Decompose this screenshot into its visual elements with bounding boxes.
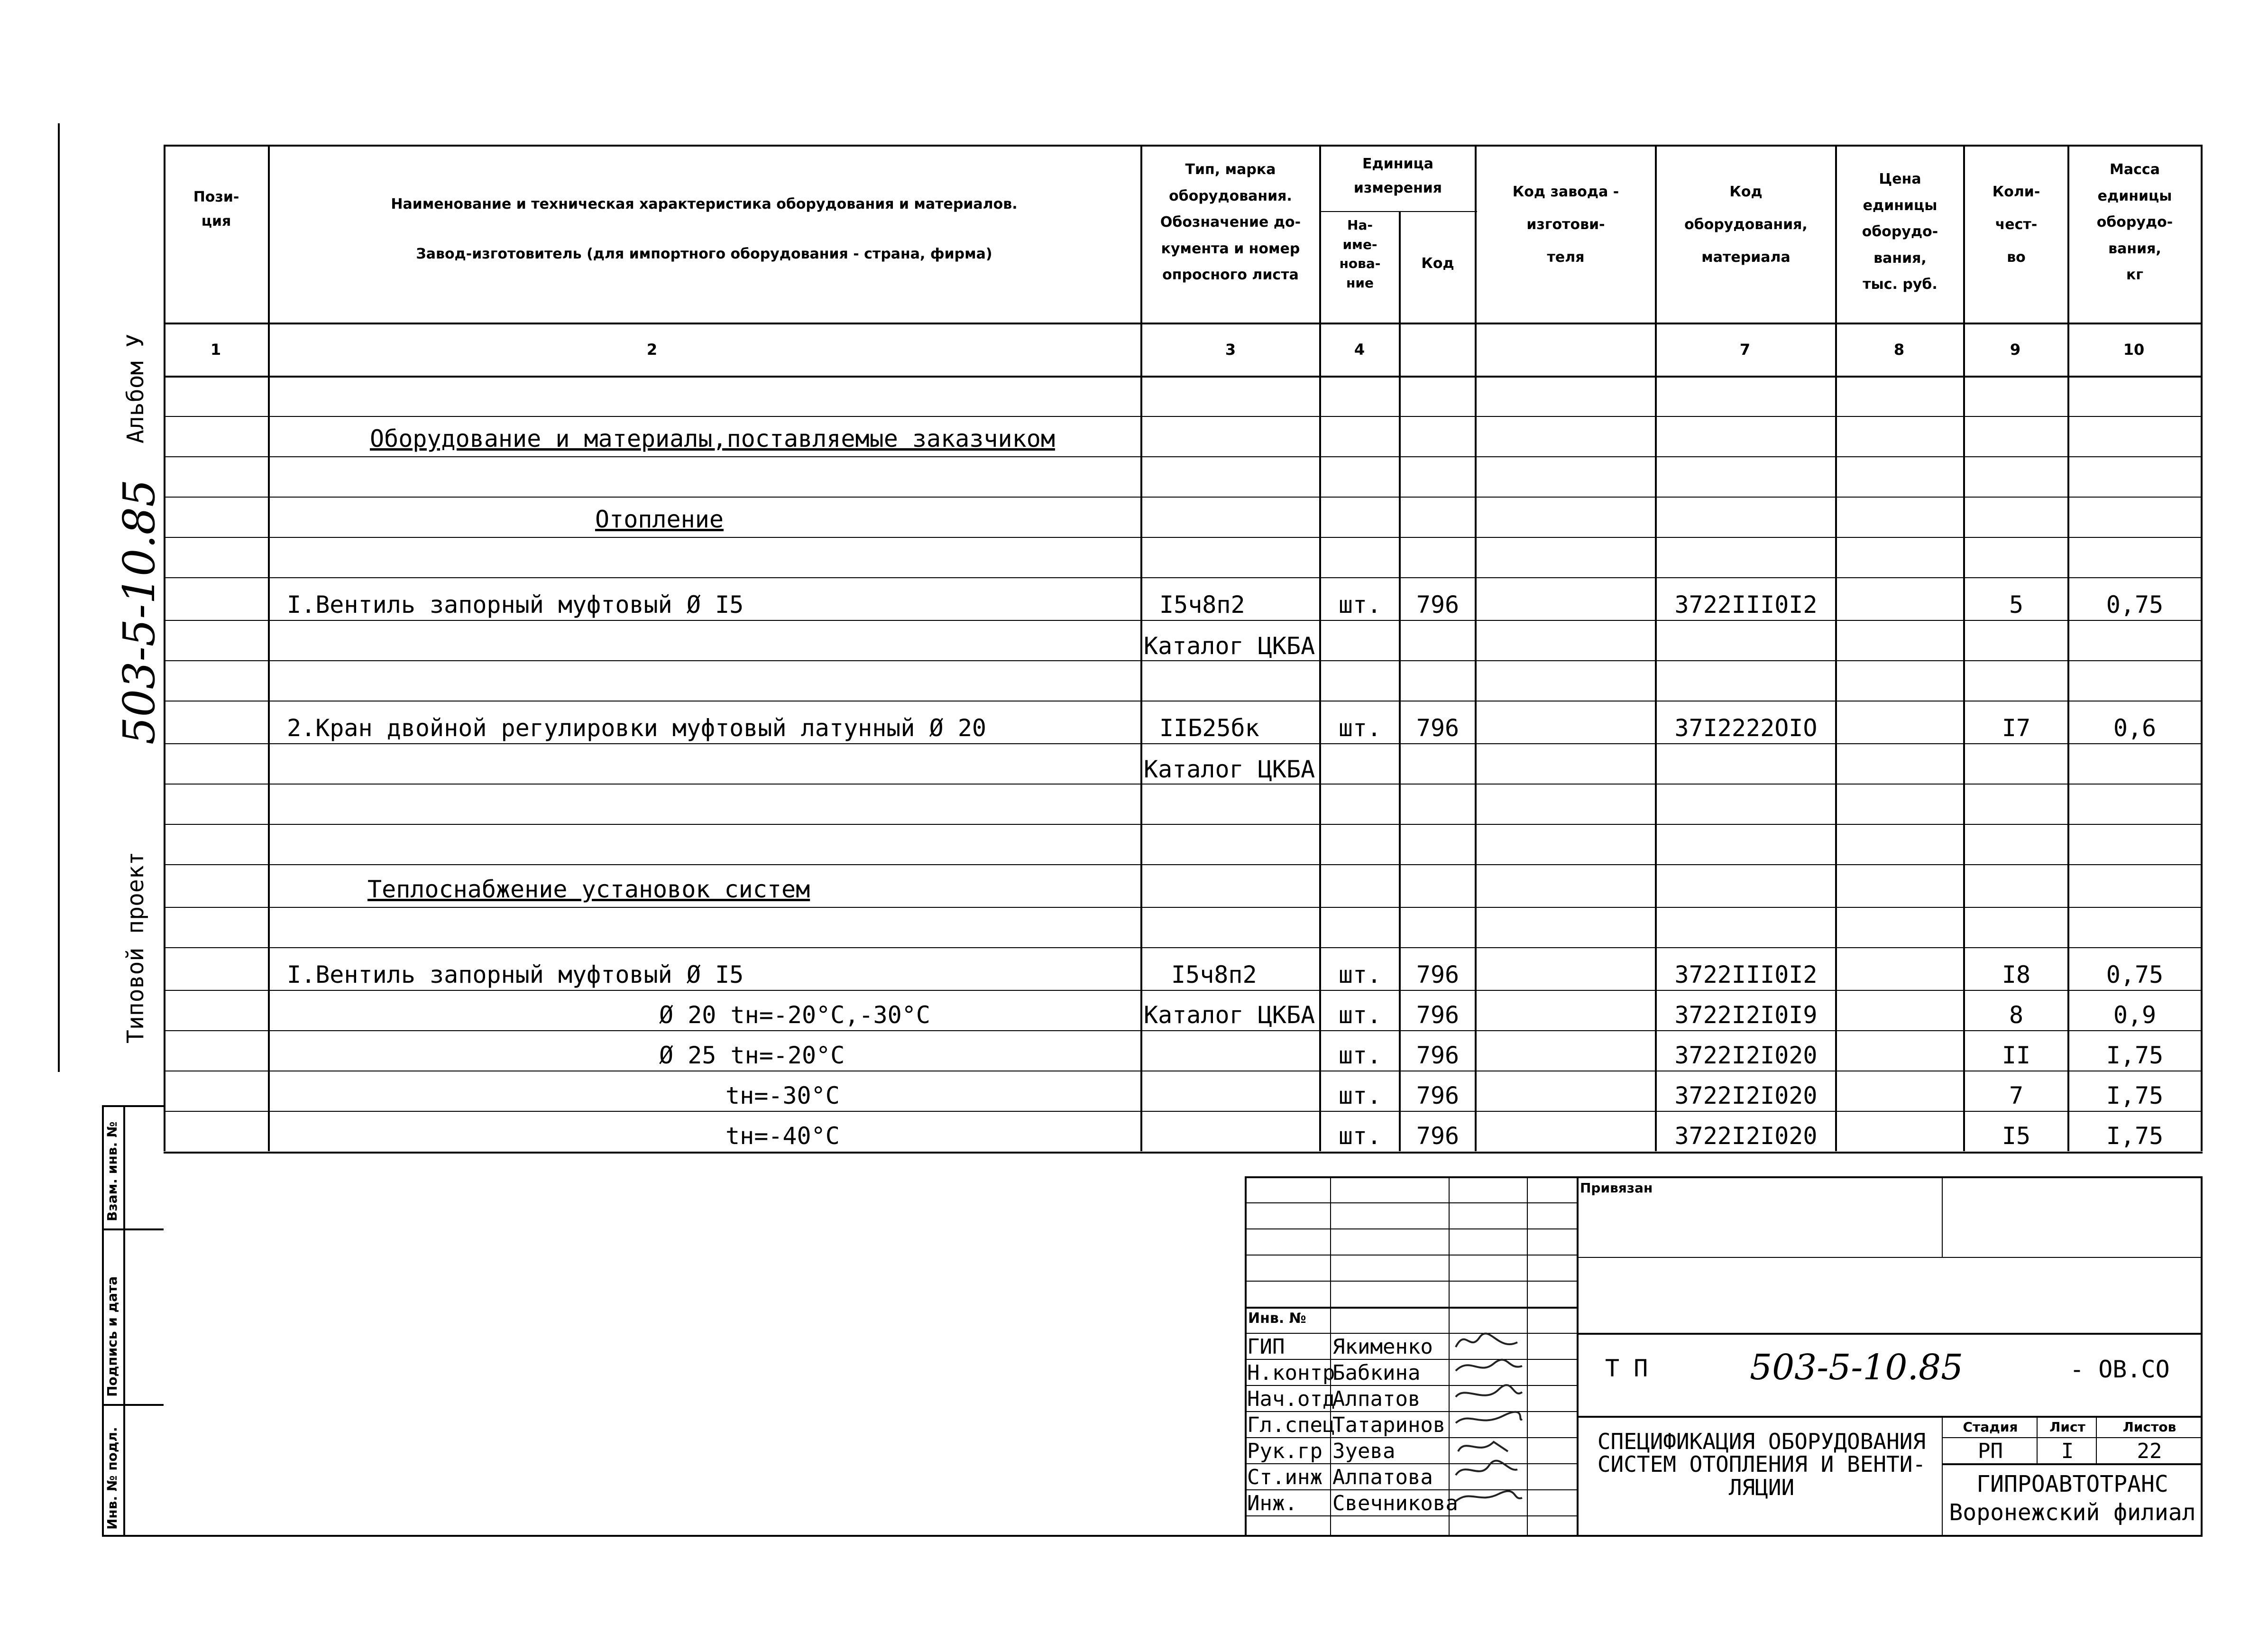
col-number-4: 4: [1354, 341, 1365, 359]
row-4-type: Каталог ЦКБА: [1144, 1001, 1315, 1029]
col-line-5: [1475, 145, 1477, 1151]
title-branch: Воронежский филиал: [1949, 1499, 2196, 1526]
row-2-name: 2.Кран двойной регулировки муфтовый латунный Ø 20: [287, 714, 987, 742]
row-3-qty: I8: [2002, 961, 2031, 988]
header-name-line2: Завод-изготовитель (для импортного оборудования - страна, фирма): [416, 246, 992, 262]
row-2-qty: I7: [2002, 714, 2031, 742]
header-mass: Масса единицы оборудо- вания, кг: [2096, 161, 2173, 283]
row-1-name: I.Вентиль запорный муфтовый Ø I5: [287, 591, 744, 619]
row-6-code: 3722I2I020: [1674, 1082, 1818, 1109]
role-engineer: Инж.: [1247, 1491, 1297, 1515]
col-number-1: 1: [210, 341, 221, 359]
section-customer-supplied: Оборудование и материалы,поставляемые заказчиком: [370, 425, 1055, 452]
col-number-10: 10: [2123, 341, 2145, 359]
table-bottom-border: [164, 1152, 2203, 1154]
title-attached: Привязан: [1580, 1180, 1653, 1196]
row-4-code: 3722I2I0I9: [1674, 1001, 1818, 1029]
row-7-unit-code: 796: [1416, 1122, 1460, 1150]
header-equipment-code: Код оборудования, материала: [1684, 184, 1808, 266]
row-2-unit: шт.: [1338, 714, 1382, 742]
title-sheets: 22: [2137, 1439, 2162, 1463]
row-2-unit-code: 796: [1416, 714, 1460, 742]
row-2-code: 37I2222OIO: [1674, 714, 1818, 742]
person-6: Алпатова: [1332, 1465, 1433, 1489]
col-number-7: 7: [1739, 341, 1751, 359]
col-number-2: 2: [646, 341, 658, 359]
role-norm-control: Н.контр: [1247, 1361, 1335, 1385]
row-6-mass: I,75: [2106, 1082, 2164, 1109]
row-6-unit-code: 796: [1416, 1082, 1460, 1109]
col-number-8: 8: [1893, 341, 1905, 359]
row-4-unit: шт.: [1338, 1001, 1382, 1029]
role-senior-engineer: Ст.инж: [1247, 1465, 1322, 1489]
row-4-qty: 8: [2009, 1001, 2024, 1029]
col-line-1: [268, 145, 270, 1151]
number-row-bottom-border: [164, 376, 2203, 378]
col-line-2: [1140, 145, 1142, 1151]
margin-box-replaced-inv: Взам. инв. №: [104, 1121, 120, 1221]
margin-album: Альбом У: [122, 333, 149, 443]
row-2-type: IIБ25бк: [1159, 714, 1259, 742]
row-1-qty: 5: [2009, 591, 2024, 619]
row-4-name: Ø 20 tн=-20°С,-30°С: [659, 1001, 930, 1029]
sheet-bottom-border: [102, 1535, 2203, 1537]
margin-binding-line: [58, 123, 60, 1072]
col-line-9: [2067, 145, 2069, 1151]
row-3-name: I.Вентиль запорный муфтовый Ø I5: [287, 961, 744, 988]
row-1-mass: 0,75: [2106, 591, 2164, 619]
row-6-name: tн=-30°С: [725, 1082, 840, 1109]
row-4-mass: 0,9: [2113, 1001, 2157, 1029]
row-7-code: 3722I2I020: [1674, 1122, 1818, 1150]
row-6-unit: шт.: [1338, 1082, 1382, 1109]
margin-project-code: 503-5-10.85: [114, 479, 165, 745]
row-7-qty: I5: [2002, 1122, 2031, 1150]
row-2-mass: 0,6: [2113, 714, 2157, 742]
person-5: Зуева: [1332, 1439, 1396, 1463]
col-line-6: [1655, 145, 1657, 1151]
title-doc-number: 503-5-10.85: [1750, 1347, 1964, 1388]
table-top-border: [164, 145, 2203, 147]
title-spec-name: СПЕЦИФИКАЦИЯ ОБОРУДОВАНИЯ СИСТЕМ ОТОПЛЕНИЯ И ВЕНТИ- ЛЯЦИИ: [1597, 1429, 1926, 1500]
title-doc-suffix: - ОВ.СО: [2070, 1356, 2170, 1383]
title-org: ГИПРОАВТОТРАНС: [1976, 1471, 2168, 1497]
header-name-line1: Наименование и техническая характеристика оборудования и материалов.: [391, 196, 1018, 212]
title-block-top: [1245, 1176, 2203, 1178]
row-6-qty: 7: [2009, 1082, 2024, 1109]
header-position: Пози- ция: [193, 189, 239, 230]
row-3-code: 3722III0I2: [1674, 961, 1818, 988]
row-1-type: I5ч8п2: [1159, 591, 1245, 619]
col-number-9: 9: [2010, 341, 2021, 359]
person-3: Алпатов: [1332, 1387, 1421, 1411]
role-gip: ГИП: [1247, 1335, 1285, 1359]
signatures-image: [1451, 1309, 1527, 1518]
title-tp: Т П: [1605, 1355, 1648, 1382]
header-unit-name: На- име- нова- ние: [1339, 217, 1381, 291]
header-unit-code: Код: [1421, 255, 1454, 272]
row-2-catalog: Каталог ЦКБА: [1144, 756, 1315, 783]
row-7-mass: I,75: [2106, 1122, 2164, 1150]
row-3-unit-code: 796: [1416, 961, 1460, 988]
header-unit-group: Единица измерения: [1353, 156, 1442, 196]
row-1-code: 3722III0I2: [1674, 591, 1818, 619]
row-7-name: tн=-40°С: [725, 1122, 840, 1150]
header-factory-code: Код завода - изготови- теля: [1512, 184, 1619, 266]
row-1-unit-code: 796: [1416, 591, 1460, 619]
margin-standard-project: Типовой проект: [122, 851, 149, 1043]
row-4-unit-code: 796: [1416, 1001, 1460, 1029]
header-price: Цена единицы оборудо- вания, тыс. руб.: [1862, 171, 1938, 293]
header-type: Тип, марка оборудования. Обозначение до- кумента и номер опросного листа: [1160, 161, 1301, 283]
header-quantity: Коли- чест- во: [1992, 184, 2040, 266]
row-5-unit-code: 796: [1416, 1042, 1460, 1069]
title-inv-no: Инв. №: [1248, 1310, 1306, 1327]
person-1: Якименко: [1332, 1335, 1433, 1359]
col-line-10: [2201, 145, 2203, 1151]
person-7: Свечникова: [1332, 1491, 1458, 1515]
title-sheet-label: Лист: [2049, 1419, 2085, 1435]
col-line-3: [1319, 145, 1321, 1151]
title-sheets-label: Листов: [2122, 1419, 2176, 1435]
role-dept-head: Нач.отд: [1247, 1387, 1335, 1411]
section-heat-supply: Теплоснабжение установок систем: [367, 876, 810, 903]
row-1-unit: шт.: [1338, 591, 1382, 619]
person-4: Татаринов: [1332, 1413, 1446, 1437]
row-3-mass: 0,75: [2106, 961, 2164, 988]
person-2: Бабкина: [1332, 1361, 1421, 1385]
role-group-lead: Рук.гр: [1247, 1439, 1322, 1463]
header-bottom-border: [164, 323, 2203, 324]
col-line-8: [1963, 145, 1965, 1151]
margin-box-original-inv: Инв. № подл.: [104, 1427, 120, 1530]
row-1-catalog: Каталог ЦКБА: [1144, 632, 1315, 660]
section-heating: Отопление: [595, 506, 724, 533]
row-5-unit: шт.: [1338, 1042, 1382, 1069]
title-sheet: I: [2061, 1439, 2074, 1463]
row-5-qty: II: [2002, 1042, 2031, 1069]
margin-box-signature-date: Подпись и дата: [104, 1276, 120, 1397]
role-chief-specialist: Гл.спец: [1247, 1413, 1335, 1437]
row-3-unit: шт.: [1338, 961, 1382, 988]
col-number-3: 3: [1225, 341, 1236, 359]
row-3-type: I5ч8п2: [1171, 961, 1257, 988]
title-stage-label: Стадия: [1963, 1419, 2018, 1435]
row-5-name: Ø 25 tн=-20°С: [659, 1042, 845, 1069]
title-stage: РП: [1978, 1439, 2003, 1463]
row-7-unit: шт.: [1338, 1122, 1382, 1150]
row-5-code: 3722I2I020: [1674, 1042, 1818, 1069]
row-5-mass: I,75: [2106, 1042, 2164, 1069]
